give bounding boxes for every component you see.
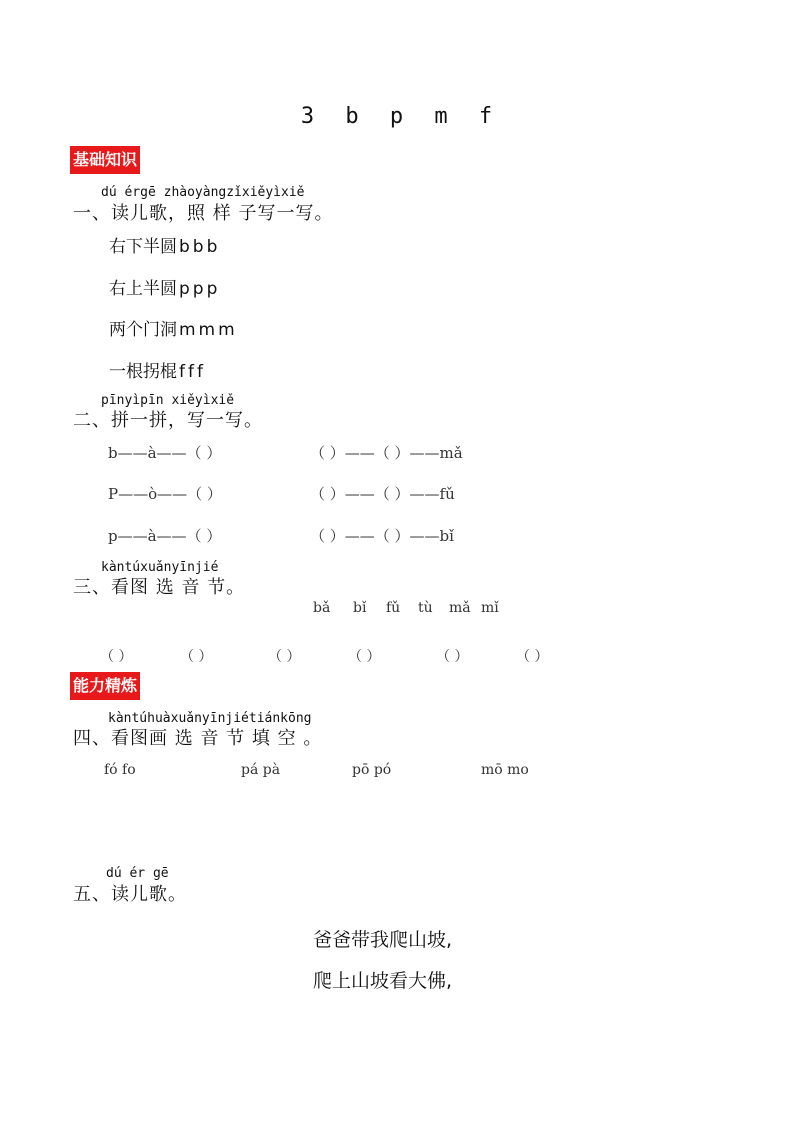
rhyme-text: 右上半圆 (109, 279, 177, 299)
rhyme-line (109, 357, 206, 382)
answer-blank[interactable]: （ ） (268, 649, 301, 665)
syllable-option: bǎ (313, 600, 331, 616)
rhyme-line (109, 232, 220, 257)
q3-heading: 三、看图 选 音 节。 (73, 577, 246, 598)
section-tag-basic: 基础知识 (70, 146, 140, 174)
rhyme-text: 两个门洞 (109, 320, 177, 340)
answer-blank[interactable]: （ ） (180, 649, 213, 665)
syllable-option: tù (418, 600, 433, 616)
rhyme-letters: fff (179, 362, 206, 382)
section-tag-ability: 能力精炼 (70, 672, 140, 700)
q5-heading: 五、读儿歌。 (73, 884, 187, 905)
syllable-option: bǐ (353, 600, 367, 616)
answer-blank[interactable]: （ ） (100, 649, 133, 665)
syllable-pair: fó fo (104, 762, 136, 778)
answer-blank[interactable]: （ ） (436, 649, 469, 665)
q2-pinyin: pīnyìpīn xiěyìxiě (101, 393, 235, 408)
syllable-option: fǔ (386, 600, 401, 616)
poem-line: 爸爸带我爬山坡, (313, 929, 453, 951)
q1-heading: 一、读儿歌，照 样 子写一写。 (73, 203, 334, 224)
syllable-pair: pō pó (352, 762, 392, 778)
q1-pinyin: dú érgē zhàoyàngzǐxiěyìxiě (101, 185, 305, 200)
syllable-option: mǐ (481, 600, 499, 616)
q3-pinyin: kàntúxuǎnyīnjié (101, 560, 219, 575)
q4-pinyin: kàntúhuàxuǎnyīnjiétiánkōng (108, 711, 312, 726)
poem-line: 爬上山坡看大佛, (313, 970, 453, 992)
spell-exercise-left: p——à——（ ） (108, 527, 222, 545)
spell-exercise-right: （ ）——（ ）——bǐ (310, 527, 454, 545)
spell-exercise-left: b——à——（ ） (108, 444, 222, 462)
spell-exercise-right: （ ）——（ ）——mǎ (310, 444, 463, 462)
spell-exercise-left: P——ò——（ ） (108, 485, 222, 503)
q5-pinyin: dú ér gē (106, 866, 169, 881)
rhyme-line (109, 315, 238, 340)
q4-heading: 四、看图画 选 音 节 填 空 。 (73, 728, 323, 749)
answer-blank[interactable]: （ ） (516, 649, 549, 665)
spell-exercise-right: （ ）——（ ）——fǔ (310, 485, 455, 503)
q2-heading: 二、拼一拼，写一写。 (73, 410, 263, 431)
rhyme-text: 右下半圆 (109, 237, 177, 257)
rhyme-text: 一根拐棍 (109, 362, 177, 382)
syllable-option: mǎ (449, 600, 471, 616)
rhyme-letters: bbb (179, 237, 221, 257)
rhyme-letters: ppp (179, 279, 221, 299)
syllable-pair: pá pà (241, 762, 281, 778)
rhyme-letters: mmm (179, 320, 238, 340)
rhyme-line (109, 274, 220, 299)
page-title: 3 b p m f (300, 104, 493, 129)
answer-blank[interactable]: （ ） (348, 649, 381, 665)
syllable-pair: mō mo (481, 762, 529, 778)
